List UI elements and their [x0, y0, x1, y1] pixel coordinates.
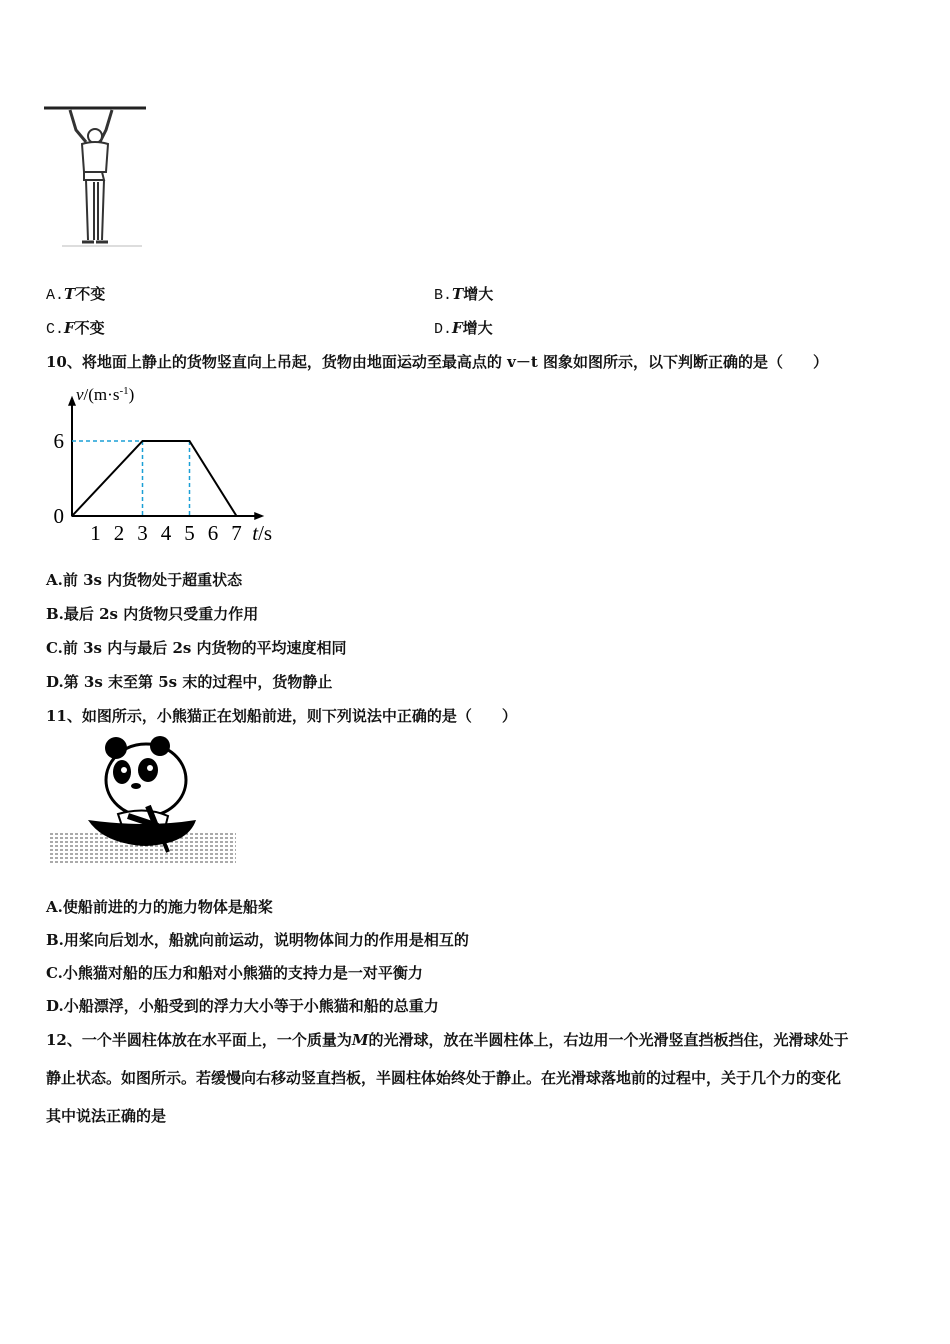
- q12-line-1a: 12、一个半圆柱体放在水平面上，一个质量为: [46, 1031, 352, 1049]
- q11-stem: 11、如图所示，小熊猫正在划船前进，则下列说法中正确的是（ ）: [46, 707, 517, 725]
- chart-ticks: [54, 429, 242, 545]
- option-symbol: F: [452, 319, 463, 337]
- x-tick-label: 1: [90, 521, 101, 545]
- series-line: [72, 441, 237, 516]
- option-letter: B.: [434, 287, 453, 304]
- x-tick-label: 4: [160, 521, 172, 545]
- q12-stem: [46, 1021, 908, 1135]
- q11-option-c[interactable]: C.小熊猫对船的压力和船对小熊猫的支持力是一对平衡力: [46, 964, 423, 982]
- panda-boat-figure: [48, 736, 240, 868]
- option-symbol: T: [64, 285, 76, 303]
- option-symbol: F: [64, 319, 75, 337]
- x-axis-arrow: [254, 512, 264, 520]
- option-symbol: T: [452, 285, 464, 303]
- data-point: [142, 440, 144, 442]
- q11-option-a[interactable]: A.使船前进的力的施力物体是船桨: [46, 898, 273, 916]
- chart-series: [71, 440, 237, 517]
- option-letter: C.: [46, 321, 65, 338]
- chart-labels: [76, 385, 272, 545]
- chart-axes: [68, 396, 264, 520]
- x-tick-label: 6: [207, 521, 219, 545]
- option-text: 增大: [463, 285, 494, 303]
- q10-option-a[interactable]: A.前 3s 内货物处于超重状态: [46, 571, 243, 589]
- q11-option-d[interactable]: D.小船漂浮，小船受到的浮力大小等于小熊猫和船的总重力: [46, 997, 439, 1015]
- q10-option-b[interactable]: B.最后 2s 内货物只受重力作用: [46, 605, 259, 623]
- option-text: 不变: [74, 319, 105, 337]
- mass-symbol: M: [351, 1031, 369, 1049]
- option-letter: D.: [434, 321, 453, 338]
- q9-option-a[interactable]: [46, 284, 105, 306]
- q9-option-c[interactable]: [46, 318, 105, 340]
- q9-option-b[interactable]: [434, 284, 493, 306]
- y-axis-arrow: [68, 396, 76, 406]
- data-point: [189, 440, 191, 442]
- y-tick-label: 0: [53, 504, 64, 528]
- hanging-man-figure: [42, 100, 150, 250]
- q10-option-c[interactable]: C.前 3s 内与最后 2s 内货物的平均速度相同: [46, 639, 347, 657]
- y-axis-label: $v/(m\cdot s^{-1})$: [76, 385, 135, 404]
- x-axis-label: t/s: [252, 521, 273, 545]
- q10-stem: 10、将地面上静止的货物竖直向上吊起，货物由地面运动至最高点的 v－t 图象如图所示，以下判断正确的是（ ）: [46, 353, 828, 371]
- q12-line-2: 静止状态。如图所示。若缓慢向右移动竖直挡板，半圆柱体始终处于静止。在光滑球落地前的过程中，关于几个力的变化: [46, 1069, 842, 1087]
- q9-option-d[interactable]: [434, 318, 493, 340]
- option-text: 增大: [462, 319, 493, 337]
- y-tick-label: 6: [53, 429, 64, 453]
- q11-option-b[interactable]: B.用桨向后划水，船就向前运动，说明物体间力的作用是相互的: [46, 931, 469, 949]
- x-tick-label: 7: [231, 521, 242, 545]
- data-point: [71, 515, 73, 517]
- q12-line-3: 其中说法正确的是: [46, 1107, 167, 1125]
- option-text: 不变: [75, 285, 106, 303]
- q12-line-1b: 的光滑球，放在半圆柱体上，右边用一个光滑竖直挡板挡住，光滑球处于: [368, 1031, 849, 1049]
- q12-line-1: [46, 1021, 908, 1059]
- q10-option-d[interactable]: D.第 3s 末至第 5s 末的过程中，货物静止: [46, 673, 333, 691]
- option-letter: A.: [46, 287, 65, 304]
- data-point: [236, 515, 238, 517]
- vt-chart: [46, 380, 296, 550]
- x-tick-label: 2: [113, 521, 125, 545]
- x-tick-label: 3: [137, 521, 148, 545]
- x-tick-label: 5: [184, 521, 195, 545]
